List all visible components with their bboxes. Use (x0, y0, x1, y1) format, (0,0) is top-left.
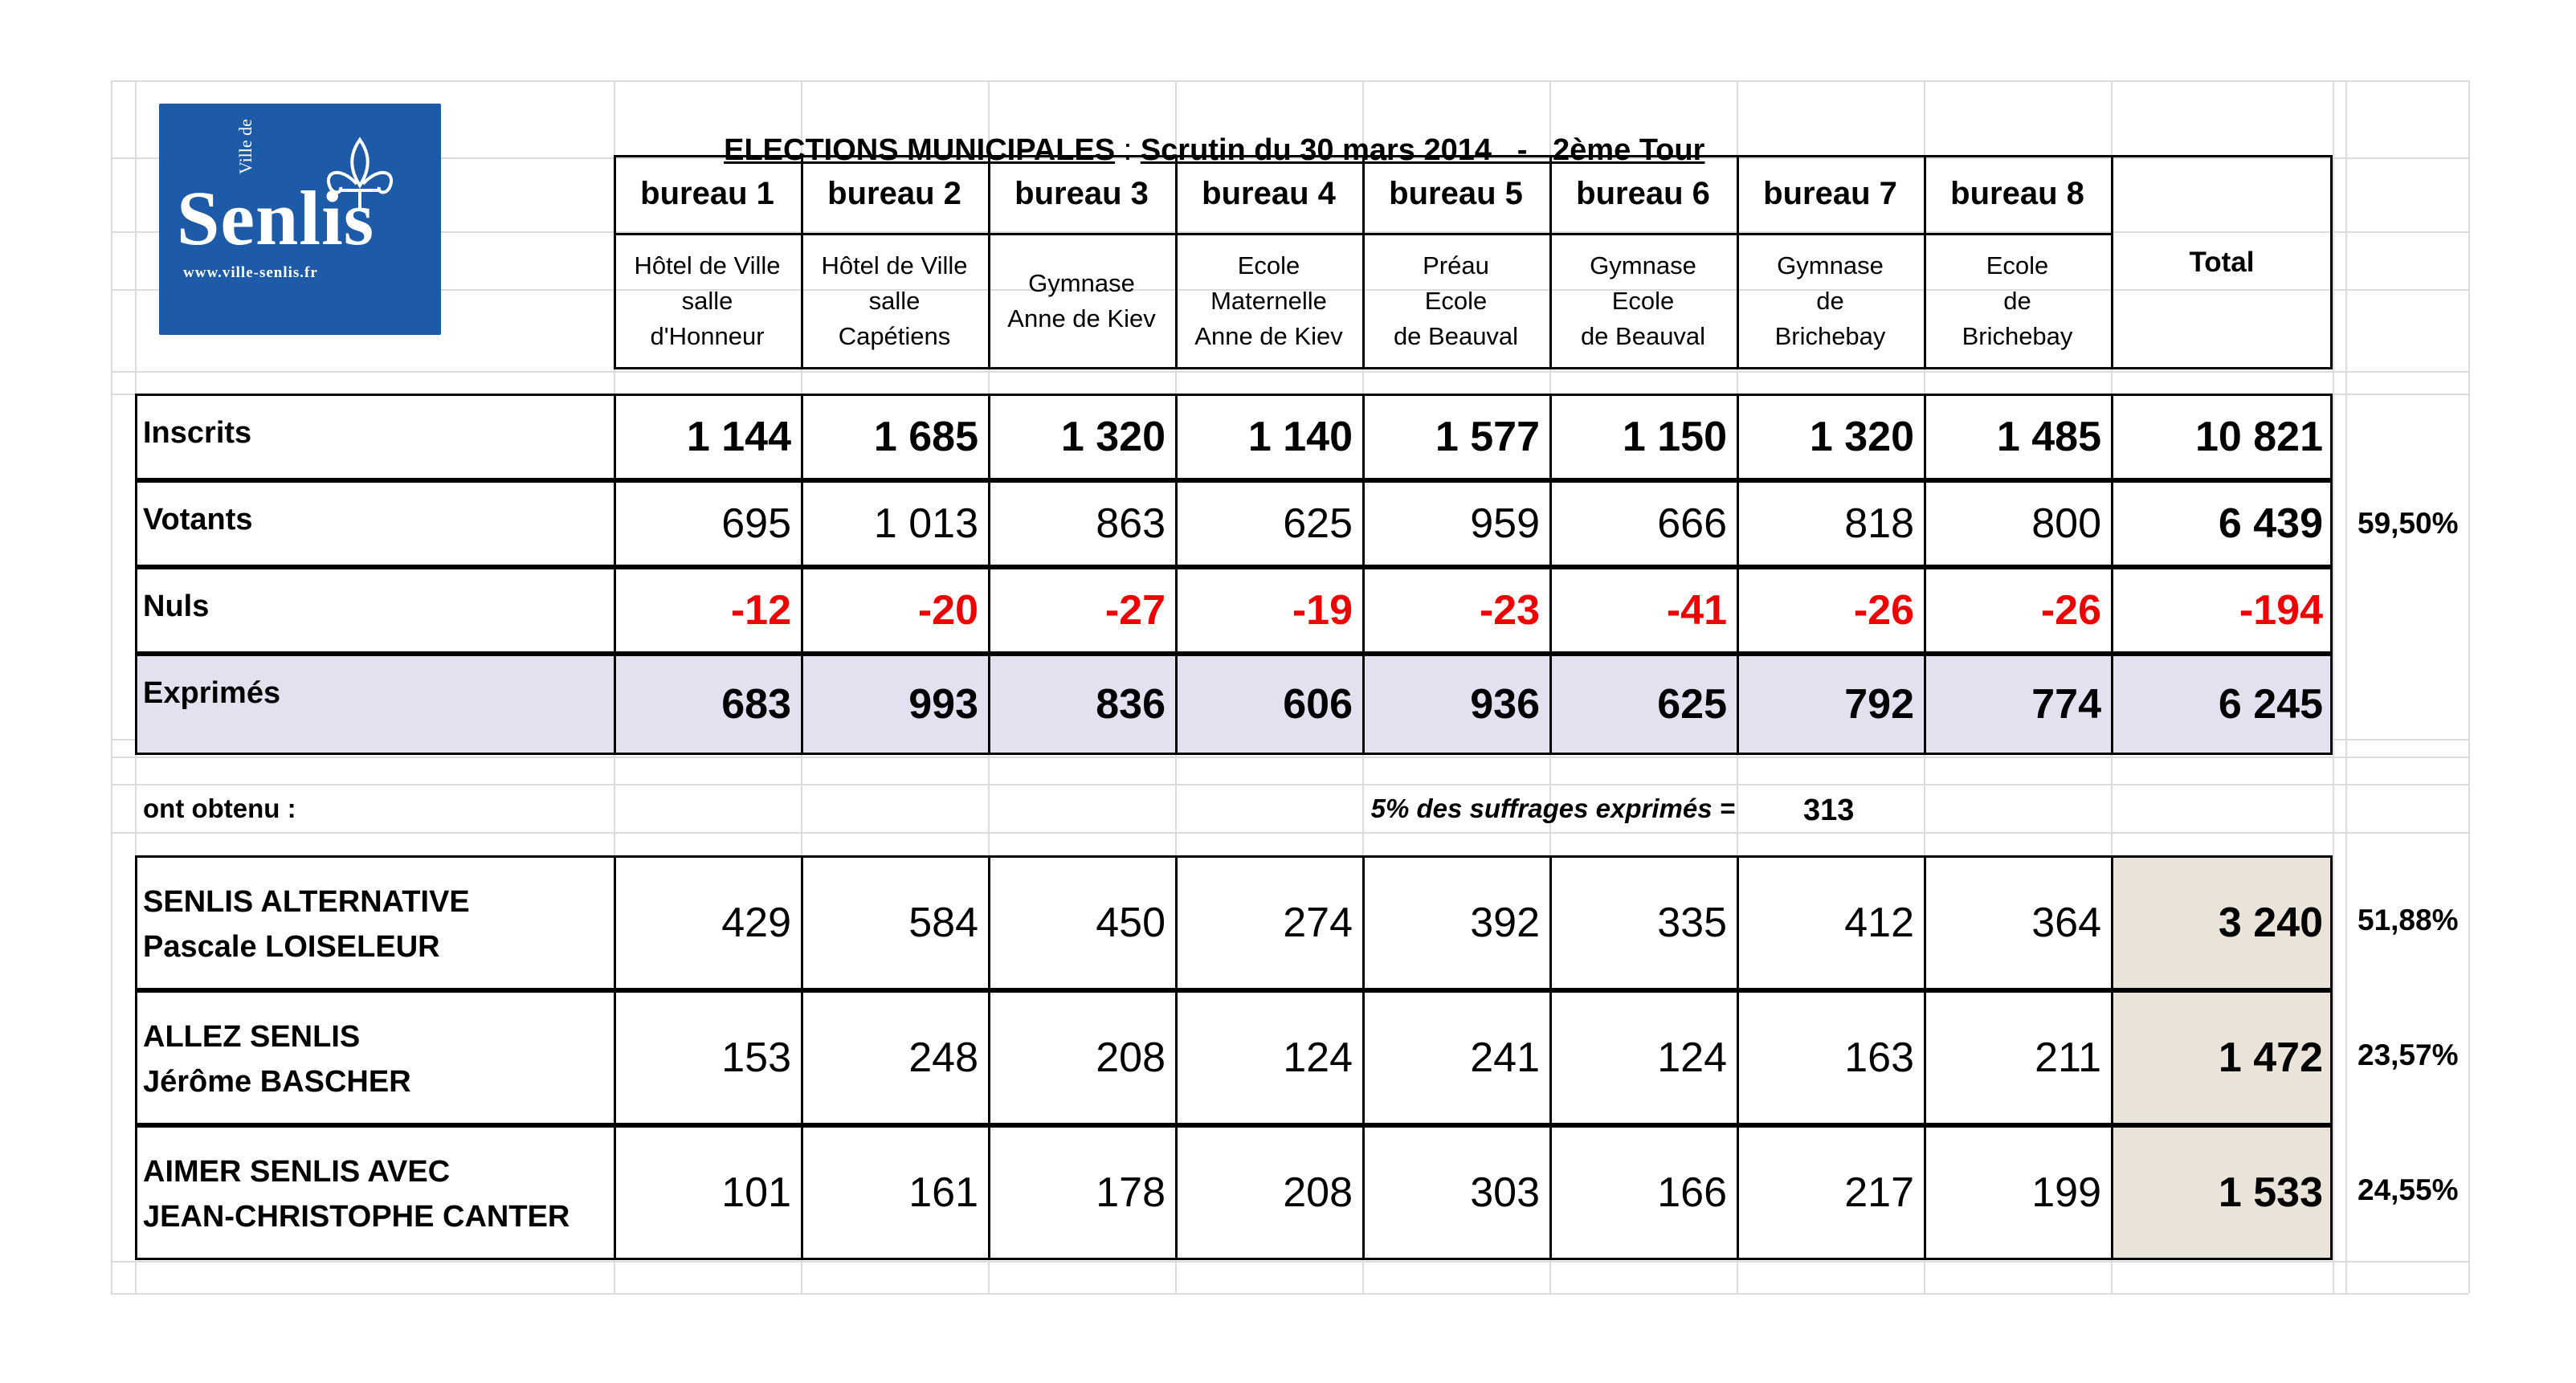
stat-value-votants: 818 (1844, 500, 1914, 547)
list-line1: SENLIS ALTERNATIVE (143, 885, 470, 919)
bureau-name: bureau 8 (1950, 176, 2084, 211)
list-total: 1 533 (2218, 1169, 2323, 1216)
list-name (135, 1149, 614, 1239)
total-header: Total (2189, 246, 2255, 278)
bureau-name: bureau 7 (1763, 176, 1897, 211)
stat-value-votants: 863 (1096, 500, 1166, 547)
list-value: 161 (908, 1169, 978, 1216)
list-total: 1 472 (2218, 1034, 2323, 1081)
stat-value-nuls: -27 (1104, 587, 1166, 634)
list-value: 153 (721, 1034, 791, 1081)
list-value: 217 (1844, 1169, 1914, 1216)
stat-value-nuls: -23 (1479, 587, 1540, 634)
stat-value-inscrits: 1 144 (686, 414, 791, 460)
list-line1: AIMER SENLIS AVEC (143, 1155, 451, 1189)
list-value: 199 (2031, 1169, 2101, 1216)
stat-value-exprimes: 625 (1657, 681, 1727, 728)
stat-value-exprimes: 993 (908, 681, 978, 728)
list-pct: 51,88% (2358, 904, 2459, 936)
bureau-location: Gymnase Ecole de Beauval (1580, 251, 1706, 350)
grid-line (111, 832, 2468, 834)
grid-line (111, 80, 112, 1293)
list-value: 124 (1657, 1034, 1727, 1081)
bureau-name: bureau 2 (827, 176, 961, 211)
stat-label-exprimes: Exprimés (143, 676, 281, 710)
bureau-location: Hôtel de Ville salle Capétiens (821, 251, 968, 350)
bureau-location: Gymnase de Brichebay (1774, 251, 1886, 350)
stat-value-exprimes: 836 (1096, 681, 1166, 728)
logo-prefix: Ville de (235, 119, 255, 174)
grid-line (111, 1293, 2468, 1295)
stat-value-inscrits: 1 685 (873, 414, 978, 460)
stat-label-votants: Votants (143, 503, 253, 536)
bureau-location: Ecole Maternelle Anne de Kiev (1194, 251, 1343, 350)
list-line2: Pascale LOISELEUR (143, 930, 440, 964)
bureau-name: bureau 6 (1576, 176, 1710, 211)
list-value: 166 (1657, 1169, 1727, 1216)
logo-name: Senlis (177, 175, 375, 261)
list-value: 163 (1844, 1034, 1914, 1081)
bureau-name: bureau 3 (1014, 176, 1149, 211)
grid-line (2468, 80, 2470, 1293)
list-value: 208 (1096, 1034, 1166, 1081)
stat-value-votants: 666 (1657, 500, 1727, 547)
bureau-name: bureau 1 (640, 176, 774, 211)
list-total: 3 240 (2218, 900, 2323, 946)
stat-value-nuls: -41 (1666, 587, 1727, 634)
list-line2: JEAN-CHRISTOPHE CANTER (143, 1200, 570, 1234)
list-pct: 24,55% (2358, 1173, 2459, 1206)
stat-value-votants: 800 (2031, 500, 2101, 547)
stat-value-nuls: -26 (1853, 587, 1914, 634)
obtenu-label: ont obtenu : (143, 793, 296, 823)
stat-value-votants: 695 (721, 500, 791, 547)
list-value: 274 (1283, 900, 1353, 946)
stat-value-nuls: -20 (917, 587, 978, 634)
bureau-location: Ecole de Brichebay (1962, 251, 2073, 350)
grid-line (2345, 80, 2347, 1293)
stat-value-nuls: -19 (1292, 587, 1353, 634)
list-value: 241 (1470, 1034, 1540, 1081)
list-value: 584 (908, 900, 978, 946)
stat-value-nuls: -26 (2040, 587, 2101, 634)
list-value: 392 (1470, 900, 1540, 946)
list-value: 364 (2031, 900, 2101, 946)
list-value: 101 (721, 1169, 791, 1216)
list-value: 248 (908, 1034, 978, 1081)
stat-value-inscrits: 1 320 (1809, 414, 1914, 460)
bureau-location: Préau Ecole de Beauval (1393, 251, 1519, 350)
stat-value-votants: 1 013 (873, 500, 978, 547)
list-value: 124 (1283, 1034, 1353, 1081)
bureau-location: Hôtel de Ville salle d'Honneur (634, 251, 781, 350)
stat-value-exprimes: 936 (1470, 681, 1540, 728)
list-pct: 23,57% (2358, 1038, 2459, 1071)
stat-value-exprimes: 774 (2031, 681, 2101, 728)
stat-value-inscrits: 1 150 (1622, 414, 1727, 460)
list-name (135, 879, 614, 969)
title-main: ELECTIONS MUNICIPALES (724, 133, 1116, 167)
stat-pct-votants: 59,50% (2358, 507, 2459, 540)
bureau-location: Gymnase Anne de Kiev (1007, 269, 1156, 332)
stat-value-votants: 625 (1283, 500, 1353, 547)
title-sub: Scrutin du 30 mars 2014 - 2ème Tour (1140, 133, 1705, 167)
list-value: 450 (1096, 900, 1166, 946)
stat-label-inscrits: Inscrits (143, 416, 252, 450)
list-value: 178 (1096, 1169, 1166, 1216)
stat-label-nuls: Nuls (143, 590, 210, 623)
threshold-value: 313 (1803, 793, 1855, 827)
list-value: 211 (2035, 1034, 2101, 1081)
grid-line (111, 371, 2468, 373)
stat-value-inscrits: 1 577 (1435, 414, 1540, 460)
logo-url: www.ville-senlis.fr (183, 264, 318, 281)
stat-value-exprimes: 606 (1283, 681, 1353, 728)
stat-value-nuls: -12 (730, 587, 791, 634)
stat-value-inscrits: 1 140 (1247, 414, 1353, 460)
grid-line (111, 784, 2468, 785)
title-separator: : (1115, 133, 1141, 167)
stat-value-votants: 959 (1470, 500, 1540, 547)
grid-line (111, 80, 2468, 82)
list-line2: Jérôme BASCHER (143, 1065, 411, 1099)
stat-total-votants: 6 439 (2218, 500, 2323, 547)
grid-line (2333, 80, 2334, 1293)
list-value: 412 (1844, 900, 1914, 946)
stat-total-exprimes: 6 245 (2218, 681, 2323, 728)
stat-total-nuls: -194 (2239, 587, 2323, 634)
list-value: 429 (721, 900, 791, 946)
list-name (135, 1014, 614, 1104)
stat-value-inscrits: 1 485 (1996, 414, 2101, 460)
bureau-name: bureau 4 (1202, 176, 1336, 211)
bureau-name: bureau 5 (1389, 176, 1523, 211)
list-line1: ALLEZ SENLIS (143, 1020, 361, 1054)
list-value: 335 (1657, 900, 1727, 946)
threshold-label: 5% des suffrages exprimés = (1370, 793, 1735, 823)
list-value: 208 (1283, 1169, 1353, 1216)
grid-line (111, 1261, 2468, 1263)
grid-line (111, 757, 2468, 758)
senlis-logo (159, 104, 441, 335)
stat-value-exprimes: 683 (721, 681, 791, 728)
list-value: 303 (1470, 1169, 1540, 1216)
stat-total-inscrits: 10 821 (2194, 414, 2323, 460)
stat-value-exprimes: 792 (1844, 681, 1914, 728)
stat-value-inscrits: 1 320 (1060, 414, 1166, 460)
